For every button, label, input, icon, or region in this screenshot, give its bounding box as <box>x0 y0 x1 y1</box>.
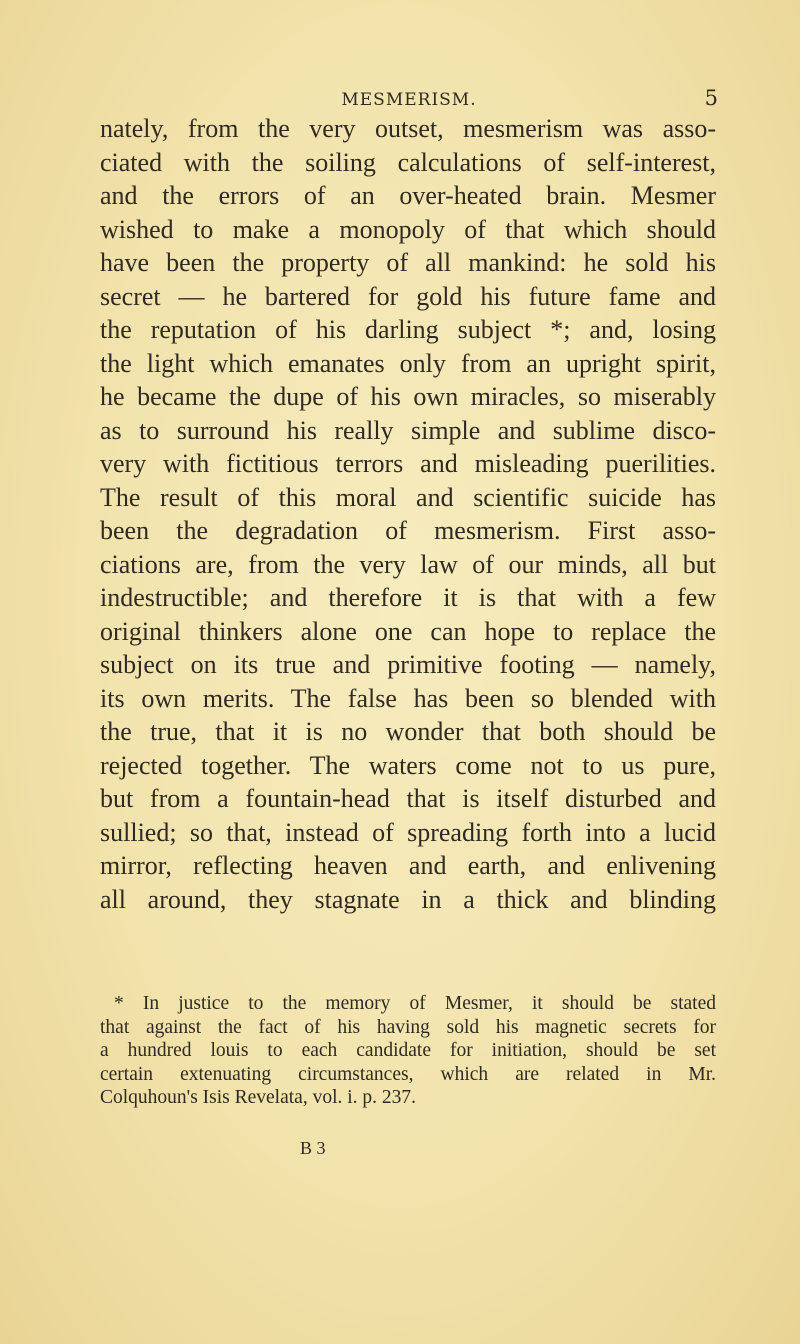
footnote-line: certain extenuating circumstances, which are related in Mr. <box>100 1063 716 1085</box>
footnote-line: that against the fact of his having sold his magnetic secrets for <box>100 1016 716 1038</box>
running-title: MESMERISM. <box>341 90 477 110</box>
text-line: ciations are, from the very law of our minds, all but <box>100 549 716 579</box>
footnote-line: Colquhoun's Isis Revelata, vol. i. p. 237. <box>100 1087 417 1109</box>
text-line: he became the dupe of his own miracles, so miserably <box>100 382 716 411</box>
text-line: the true, that it is no wonder that both should be <box>100 717 716 746</box>
text-line: as to surround his really simple and sublime disco- <box>100 415 716 445</box>
footnote-line: a hundred louis to each candidate for initiation, should be set <box>100 1040 716 1062</box>
text-line: sullied; so that, instead of spreading forth into a lucid <box>100 817 716 847</box>
text-line: nately, from the very outset, mesmerism was asso- <box>100 114 716 143</box>
text-line: the reputation of his darling subject *; and, losing <box>100 315 716 344</box>
footnote <box>100 992 716 1110</box>
signature-mark: B 3 <box>300 1138 326 1158</box>
text-line: original thinkers alone one can hope to replace the <box>100 616 716 646</box>
text-line: ciated with the soiling calculations of self-interest, <box>100 147 716 177</box>
text-line: but from a fountain-head that is itself disturbed and <box>100 784 716 813</box>
page-header <box>100 84 718 114</box>
text-line: subject on its true and primitive footing — namely, <box>100 650 716 679</box>
page-number: 5 <box>704 86 718 110</box>
text-line: have been the property of all mankind: he sold his <box>100 248 716 277</box>
text-line: The result of this moral and scientific suicide has <box>100 482 716 512</box>
text-line: secret — he bartered for gold his future fame and <box>100 281 716 311</box>
text-line: mirror, reflecting heaven and earth, and enlivening <box>100 851 716 880</box>
footnote-line: * In justice to the memory of Mesmer, it should be stated <box>114 993 716 1014</box>
text-line: wished to make a monopoly of that which should <box>100 214 716 244</box>
text-line: and the errors of an over-heated brain. Mesmer <box>100 181 716 210</box>
text-line: all around, they stagnate in a thick and blinding <box>100 884 716 914</box>
text-line: indestructible; and therefore it is that with a few <box>100 583 716 612</box>
text-line: been the degradation of mesmerism. First asso- <box>100 516 716 545</box>
text-line: rejected together. The waters come not to us pure, <box>100 750 716 780</box>
body-text <box>100 112 716 916</box>
text-line: very with fictitious terrors and misleading puerilities. <box>100 449 716 478</box>
text-line: its own merits. The false has been so blended with <box>100 683 716 713</box>
text-line: the light which emanates only from an upright spirit, <box>100 348 716 378</box>
